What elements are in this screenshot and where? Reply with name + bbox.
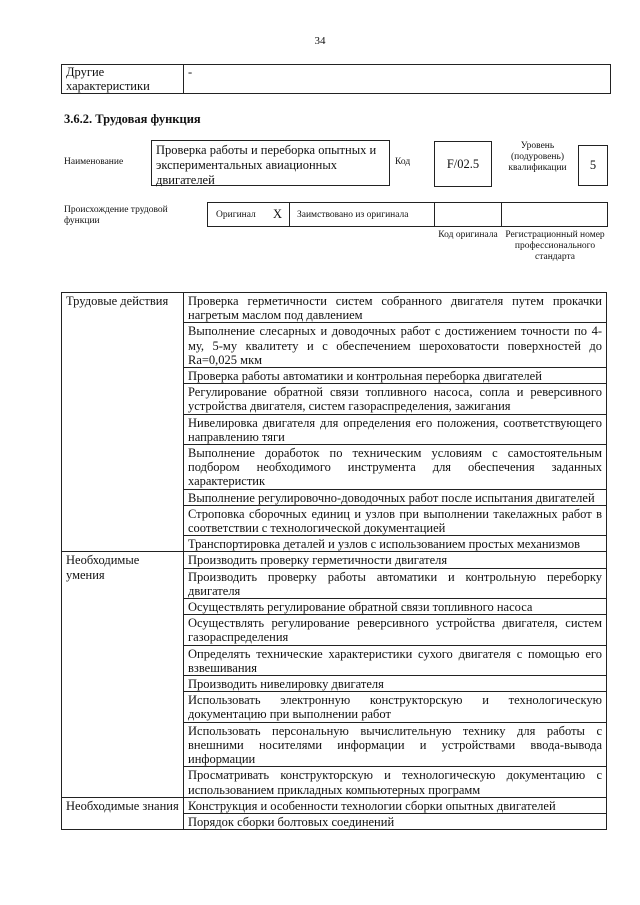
code-original-caption: Код оригинала (438, 230, 498, 240)
category-cell: Необходимые умения (62, 552, 184, 797)
origin-label: Происхождение трудовой функции (64, 205, 168, 226)
divider (289, 203, 290, 226)
table-cell: Выполнение доработок по техническим условиям с самостоятельным подбором необходимого инструмента для обеспечения заданных характеристик (184, 445, 607, 490)
table-cell: Строповка сборочных единиц и узлов при выполнении такелажных работ в соответствии с технологической документацией (184, 505, 607, 535)
qualification-level-value: 5 (578, 145, 608, 186)
table-cell: Использовать персональную вычислительную технику для работы с внешними носителями информации и устройствами ввода-вывода информации (184, 722, 607, 767)
table-cell: Выполнение регулировочно-доводочных работ после испытания двигателей (184, 489, 607, 505)
page-number: 34 (314, 35, 326, 47)
table-cell: Использовать электронную конструкторскую и технологическую документацию при выполнении работ (184, 692, 607, 722)
other-characteristics-label: Другие характеристики (62, 65, 184, 94)
table-cell: Определять технические характеристики сухого двигателя с помощью его взвешивания (184, 645, 607, 675)
category-cell: Трудовые действия (62, 293, 184, 552)
table-cell: Осуществлять регулирование обратной связи топливного насоса (184, 599, 607, 615)
table-cell: Производить нивелировку двигателя (184, 676, 607, 692)
table-cell: Порядок сборки болтовых соединений (184, 813, 607, 829)
table-row (62, 797, 607, 813)
name-label: Наименование (64, 157, 124, 167)
table-row (62, 65, 611, 94)
table-cell: Выполнение слесарных и доводочных работ с достижением точности по 4-му, 5-му квалитету и с обеспечением шероховатости поверхностей до Ra=0,025 мкм (184, 323, 607, 368)
section-heading: 3.6.2. Трудовая функция (64, 112, 201, 126)
qualification-level-label: Уровень (подуровень) квалификации (508, 141, 567, 173)
table-cell: Транспортировка деталей и узлов с использованием простых механизмов (184, 536, 607, 552)
function-name: Проверка работы и переборка опытных и экспериментальных авиационных двигателей (151, 140, 390, 186)
function-code: F/02.5 (434, 141, 492, 187)
other-characteristics-table (61, 64, 611, 94)
table-cell: Проверка герметичности систем собранного двигателя путем прокачки нагретым маслом под давлением (184, 293, 607, 323)
original-label: Оригинал (216, 210, 256, 220)
original-mark: X (273, 207, 283, 221)
other-characteristics-value: - (184, 65, 611, 94)
reg-number-caption: Регистрационный номер профессионального стандарта (505, 230, 605, 262)
table-cell: Производить проверку работы автоматики и контрольную переборку двигателя (184, 568, 607, 598)
labor-function-table (61, 292, 607, 830)
code-label: Код (395, 157, 411, 167)
table-cell: Проверка работы автоматики и контрольная переборка двигателей (184, 368, 607, 384)
table-cell: Просматривать конструкторскую и технологическую документацию с использованием прикладных компьютерных программ (184, 767, 607, 797)
category-cell: Необходимые знания (62, 797, 184, 829)
reg-number-box (501, 202, 608, 227)
origin-box (207, 202, 435, 227)
table-cell: Производить проверку герметичности двигателя (184, 552, 607, 568)
table-cell: Конструкция и особенности технологии сборки опытных двигателей (184, 797, 607, 813)
table-row (62, 552, 607, 568)
table-cell: Осуществлять регулирование реверсивного устройства двигателя, систем газораспределения (184, 615, 607, 645)
table-cell: Нивелировка двигателя для определения его положения, соответствующего направлению тяги (184, 414, 607, 444)
borrowed-label: Заимствовано из оригинала (297, 210, 409, 220)
table-cell: Регулирование обратной связи топливного насоса, сопла и реверсивного устройства двигателя, систем газораспределения, зажигания (184, 384, 607, 414)
code-original-box (434, 202, 502, 227)
table-row (62, 293, 607, 323)
